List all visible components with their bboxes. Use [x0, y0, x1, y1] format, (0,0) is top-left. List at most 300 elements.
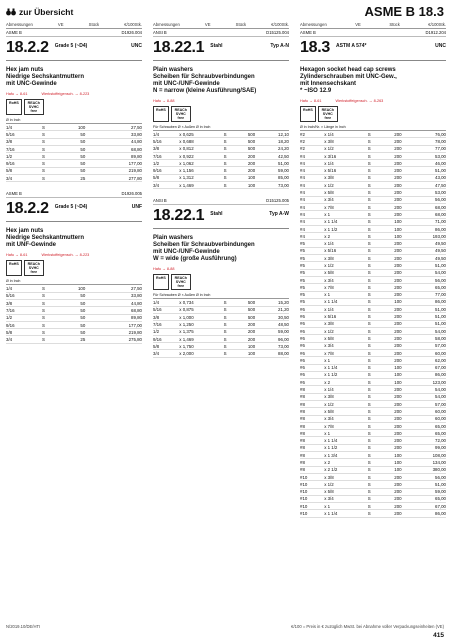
- table-cell: 500: [233, 131, 256, 138]
- table-cell: S: [224, 321, 233, 328]
- table-row[interactable]: [300, 320, 446, 327]
- thread-type: UNC: [131, 43, 142, 49]
- table-cell: 3/4: [153, 350, 179, 357]
- table-cell: S: [368, 145, 378, 152]
- article-code: D1926.005: [121, 191, 142, 197]
- table-row[interactable]: [153, 145, 289, 152]
- norm-prefix: ASME B: [300, 30, 316, 35]
- table-cell: 59,00: [255, 328, 289, 335]
- table-cell: S: [368, 393, 378, 400]
- table-row[interactable]: [6, 285, 142, 292]
- table-row[interactable]: [6, 314, 142, 321]
- table-row[interactable]: [153, 182, 289, 189]
- table-cell: 500: [233, 138, 256, 145]
- table-cell: x 2: [324, 233, 368, 240]
- table-row[interactable]: [300, 284, 446, 291]
- reference-link[interactable]: Hafu → 8-88: [153, 99, 175, 103]
- table-row[interactable]: [153, 299, 289, 306]
- table-cell: 86,00: [402, 510, 446, 517]
- table-row[interactable]: [300, 276, 446, 283]
- table-cell: 77,00: [402, 291, 446, 298]
- table-row[interactable]: [300, 437, 446, 444]
- table-cell: S: [368, 437, 378, 444]
- table-row[interactable]: [6, 175, 142, 182]
- table-row[interactable]: [300, 510, 446, 517]
- rohs-badge: RoHS: [300, 106, 316, 122]
- table-cell: 219,80: [85, 329, 142, 336]
- table-row[interactable]: [300, 328, 446, 335]
- table-row[interactable]: [6, 145, 142, 152]
- table-cell: 15,20: [255, 299, 289, 306]
- table-row[interactable]: [6, 336, 142, 343]
- table-cell: #8: [300, 466, 324, 473]
- table-cell: 3/4: [6, 175, 42, 182]
- table-cell: x 0,875: [179, 306, 223, 313]
- table-cell: #5: [300, 284, 324, 291]
- material-grade: Stahl: [210, 43, 223, 49]
- table-cell: S: [42, 153, 54, 160]
- table-row[interactable]: [300, 342, 446, 349]
- price-table: [153, 299, 289, 357]
- table-cell: #8: [300, 452, 324, 459]
- table-row[interactable]: [300, 481, 446, 488]
- norm-header: [6, 39, 142, 59]
- table-cell: x 3/8: [324, 393, 368, 400]
- table-cell: 177,00: [85, 160, 142, 167]
- reach-badge: REACh SVHC free: [171, 106, 191, 122]
- table-cell: 85,00: [255, 174, 289, 181]
- table-cell: S: [368, 255, 378, 262]
- table-cell: #5: [300, 262, 324, 269]
- table-row[interactable]: [300, 298, 446, 305]
- table-cell: 123,00: [402, 379, 446, 386]
- norm-header: [153, 207, 289, 227]
- table-cell: #8: [300, 430, 324, 437]
- table-row[interactable]: [300, 145, 446, 152]
- table-row[interactable]: [300, 225, 446, 232]
- reference-link[interactable]: Werkstoffeigensch. → 8-223: [41, 92, 90, 96]
- table-cell: 200: [377, 437, 401, 444]
- reach-badge: REACh SVHC free: [24, 99, 44, 115]
- table-cell: 99,00: [402, 444, 446, 451]
- table-row[interactable]: [300, 262, 446, 269]
- table-row[interactable]: [300, 291, 446, 298]
- table-row[interactable]: [6, 138, 142, 145]
- illustration-area: [153, 228, 289, 235]
- table-cell: x 1/2: [324, 400, 368, 407]
- table-row[interactable]: [300, 452, 446, 459]
- table-cell: 200: [377, 196, 401, 203]
- table-cell: S: [368, 269, 378, 276]
- table-cell: x 0,734: [179, 299, 223, 306]
- table-cell: #8: [300, 437, 324, 444]
- table-cell: 200: [377, 182, 401, 189]
- table-cell: 200: [377, 160, 401, 167]
- table-cell: 86,00: [402, 371, 446, 378]
- rohs-badge: RoHS: [6, 99, 22, 115]
- table-row[interactable]: [153, 335, 289, 342]
- table-row[interactable]: [153, 328, 289, 335]
- table-row[interactable]: [300, 357, 446, 364]
- table-cell: 200: [233, 321, 256, 328]
- table-row[interactable]: [153, 160, 289, 167]
- table-cell: 68,00: [402, 203, 446, 210]
- table-cell: 62,00: [402, 357, 446, 364]
- table-row[interactable]: [6, 153, 142, 160]
- table-cell: S: [368, 415, 378, 422]
- table-cell: S: [368, 328, 378, 335]
- table-row[interactable]: [153, 306, 289, 313]
- table-cell: x 5/8: [324, 269, 368, 276]
- table-cell: #2: [300, 145, 324, 152]
- table-cell: 78,00: [402, 138, 446, 145]
- reference-link[interactable]: Hafu → 8-61: [6, 253, 28, 258]
- article-code: D1912.204: [425, 30, 446, 35]
- material-grade: ASTM A 574*: [335, 43, 367, 49]
- table-cell: 50: [54, 160, 85, 167]
- table-row[interactable]: [153, 138, 289, 145]
- reach-badge: REACh SVHC free: [171, 274, 191, 290]
- table-cell: S: [368, 233, 378, 240]
- table-cell: 200: [377, 481, 401, 488]
- back-to-overview-link[interactable]: [6, 7, 73, 17]
- table-cell: 200: [377, 211, 401, 218]
- table-cell: S: [368, 225, 378, 232]
- table-cell: #4: [300, 160, 324, 167]
- table-cell: S: [368, 167, 378, 174]
- table-row[interactable]: [300, 379, 446, 386]
- reference-link[interactable]: Hafu → 8-61: [6, 92, 28, 96]
- table-cell: 68,80: [85, 307, 142, 314]
- table-cell: S: [368, 298, 378, 305]
- table-cell: #6: [300, 379, 324, 386]
- thread-type: Typ A-N: [270, 43, 289, 49]
- table-row[interactable]: [6, 299, 142, 306]
- table-cell: 1/2: [6, 153, 42, 160]
- table-cell: #4: [300, 189, 324, 196]
- table-cell: 7/16: [6, 307, 42, 314]
- table-cell: 200: [377, 422, 401, 429]
- table-row[interactable]: [6, 307, 142, 314]
- dimension-note: Ø in Inch: [6, 118, 142, 124]
- table-cell: x 5/8: [324, 408, 368, 415]
- table-row[interactable]: [300, 466, 446, 473]
- table-row[interactable]: [300, 488, 446, 495]
- reference-links: [300, 99, 446, 103]
- table-cell: x 1: [324, 357, 368, 364]
- reference-link[interactable]: Hafu → 8-88: [153, 267, 175, 272]
- table-cell: #8: [300, 386, 324, 393]
- table-row[interactable]: [153, 343, 289, 350]
- table-cell: S: [368, 342, 378, 349]
- column-label: Stück: [235, 22, 247, 27]
- table-cell: #10: [300, 495, 324, 502]
- table-row[interactable]: [153, 350, 289, 357]
- table-cell: S: [42, 314, 54, 321]
- table-cell: 59,00: [255, 167, 289, 174]
- table-row[interactable]: [300, 473, 446, 480]
- table-cell: 18,20: [255, 138, 289, 145]
- illustration-area: [153, 60, 289, 67]
- table-row[interactable]: [300, 393, 446, 400]
- table-row[interactable]: [300, 364, 446, 371]
- table-cell: x 1,312: [179, 174, 223, 181]
- table-cell: S: [224, 328, 233, 335]
- table-cell: 24,20: [255, 145, 289, 152]
- table-cell: S: [224, 160, 233, 167]
- table-row[interactable]: [300, 240, 446, 247]
- table-row[interactable]: [153, 313, 289, 320]
- table-row[interactable]: [300, 152, 446, 159]
- table-cell: 12,10: [255, 131, 289, 138]
- table-cell: S: [224, 335, 233, 342]
- reference-link[interactable]: Hafu → 8-61: [300, 99, 322, 103]
- table-row[interactable]: [300, 131, 446, 138]
- table-cell: 51,00: [255, 160, 289, 167]
- table-row[interactable]: [300, 247, 446, 254]
- table-cell: S: [368, 203, 378, 210]
- table-cell: 100: [377, 371, 401, 378]
- compliance-badges: [6, 260, 142, 276]
- table-row[interactable]: [300, 306, 446, 313]
- table-cell: x 1,750: [179, 343, 223, 350]
- table-cell: S: [368, 291, 378, 298]
- table-row[interactable]: [300, 160, 446, 167]
- table-cell: 3/8: [6, 138, 42, 145]
- illustration-area: [6, 60, 142, 67]
- table-cell: S: [368, 466, 378, 473]
- table-cell: 200: [377, 342, 401, 349]
- table-cell: 1/4: [153, 131, 179, 138]
- table-cell: 56,00: [402, 276, 446, 283]
- table-cell: 50: [54, 145, 85, 152]
- table-cell: S: [42, 160, 54, 167]
- norm-number: 18.22.1: [153, 207, 205, 225]
- table-cell: S: [224, 350, 233, 357]
- table-cell: 50: [54, 329, 85, 336]
- table-cell: 86,00: [402, 225, 446, 232]
- table-cell: S: [224, 313, 233, 320]
- table-cell: 200: [377, 408, 401, 415]
- table-cell: 65,00: [402, 430, 446, 437]
- table-cell: 57,00: [402, 342, 446, 349]
- thread-type: Typ A-W: [269, 211, 289, 218]
- table-cell: 5/16: [6, 131, 42, 138]
- table-row[interactable]: [300, 269, 446, 276]
- table-cell: x 3/4: [324, 276, 368, 283]
- table-cell: 65,00: [402, 284, 446, 291]
- table-row[interactable]: [300, 415, 446, 422]
- table-cell: 200: [377, 393, 401, 400]
- binoculars-icon: [6, 8, 16, 16]
- table-cell: 7/16: [153, 152, 179, 159]
- product-section: [6, 190, 142, 343]
- table-cell: #5: [300, 276, 324, 283]
- table-row[interactable]: [300, 313, 446, 320]
- table-cell: S: [224, 138, 233, 145]
- table-cell: 200: [377, 335, 401, 342]
- table-cell: S: [368, 495, 378, 502]
- norm-header: [6, 200, 142, 220]
- table-cell: 50: [54, 167, 85, 174]
- table-row[interactable]: [300, 255, 446, 262]
- table-cell: x 1 1/4: [324, 218, 368, 225]
- table-row[interactable]: [300, 218, 446, 225]
- table-cell: S: [42, 138, 54, 145]
- table-cell: x 2: [324, 379, 368, 386]
- table-row[interactable]: [300, 182, 446, 189]
- table-cell: 50: [54, 321, 85, 328]
- table-cell: 51,00: [402, 320, 446, 327]
- table-row[interactable]: [6, 321, 142, 328]
- table-row[interactable]: [6, 292, 142, 299]
- table-row[interactable]: [300, 444, 446, 451]
- table-cell: x 1 1/4: [324, 510, 368, 517]
- table-row[interactable]: [300, 196, 446, 203]
- table-cell: S: [42, 175, 54, 182]
- table-row[interactable]: [300, 430, 446, 437]
- product-section: [300, 22, 446, 518]
- table-row[interactable]: [300, 167, 446, 174]
- table-cell: x 0,625: [179, 131, 223, 138]
- table-row[interactable]: [300, 211, 446, 218]
- article-row: [153, 197, 289, 205]
- table-cell: 200: [377, 174, 401, 181]
- table-cell: #6: [300, 313, 324, 320]
- table-cell: 3/4: [153, 182, 179, 189]
- reference-link[interactable]: Werkstoffeigensch. → 8-223: [41, 253, 90, 258]
- table-cell: 5/8: [6, 329, 42, 336]
- table-cell: 5/16: [6, 292, 42, 299]
- table-cell: S: [368, 320, 378, 327]
- table-cell: S: [368, 218, 378, 225]
- table-cell: S: [42, 145, 54, 152]
- table-row[interactable]: [300, 349, 446, 356]
- table-row[interactable]: [153, 321, 289, 328]
- table-row[interactable]: [300, 174, 446, 181]
- table-row[interactable]: [300, 400, 446, 407]
- table-cell: S: [42, 285, 54, 292]
- table-cell: 50: [54, 307, 85, 314]
- table-row[interactable]: [300, 203, 446, 210]
- table-cell: 200: [377, 189, 401, 196]
- table-cell: #8: [300, 408, 324, 415]
- table-cell: x 1 1/2: [324, 371, 368, 378]
- table-cell: x 1 1/2: [324, 225, 368, 232]
- rohs-badge: RoHS: [153, 106, 169, 122]
- norm-prefix: ASME B: [6, 191, 22, 197]
- table-cell: #6: [300, 320, 324, 327]
- table-cell: 96,00: [255, 335, 289, 342]
- reach-badge: REACh SVHC free: [24, 260, 44, 276]
- table-row[interactable]: [300, 495, 446, 502]
- table-cell: S: [368, 240, 378, 247]
- illustration-area: [300, 60, 446, 67]
- table-cell: 33,80: [85, 131, 142, 138]
- table-cell: x 7/8: [324, 284, 368, 291]
- table-cell: 100: [233, 182, 256, 189]
- table-cell: 59,00: [402, 488, 446, 495]
- table-cell: x 5/8: [324, 488, 368, 495]
- table-row[interactable]: [300, 335, 446, 342]
- table-row[interactable]: [153, 131, 289, 138]
- table-row[interactable]: [300, 459, 446, 466]
- table-cell: S: [42, 131, 54, 138]
- table-cell: #10: [300, 481, 324, 488]
- table-cell: 108,00: [402, 452, 446, 459]
- table-cell: 5/8: [153, 174, 179, 181]
- table-cell: S: [42, 329, 54, 336]
- table-cell: x 1/2: [324, 328, 368, 335]
- compliance-badges: [6, 99, 142, 115]
- table-cell: 71,00: [402, 218, 446, 225]
- table-cell: 100: [377, 298, 401, 305]
- table-cell: x 5/16: [324, 167, 368, 174]
- column-label: Stück: [389, 22, 400, 27]
- table-row[interactable]: [300, 138, 446, 145]
- table-cell: 60,00: [402, 349, 446, 356]
- table-cell: 200: [377, 167, 401, 174]
- table-cell: S: [368, 422, 378, 429]
- table-row[interactable]: [300, 422, 446, 429]
- table-row[interactable]: [6, 124, 142, 131]
- table-row[interactable]: [6, 131, 142, 138]
- table-cell: x 3/8: [324, 138, 368, 145]
- table-cell: S: [368, 313, 378, 320]
- table-row[interactable]: [153, 174, 289, 181]
- price-table: [153, 131, 289, 189]
- table-cell: x 0,688: [179, 138, 223, 145]
- table-cell: 200: [377, 203, 401, 210]
- table-row[interactable]: [6, 160, 142, 167]
- table-cell: 50: [54, 299, 85, 306]
- table-cell: #6: [300, 342, 324, 349]
- reference-link[interactable]: Werkstoffeigensch. → 8-263: [335, 99, 384, 103]
- table-cell: 100: [377, 233, 401, 240]
- table-row[interactable]: [300, 503, 446, 510]
- table-cell: 200: [377, 349, 401, 356]
- table-row[interactable]: [300, 233, 446, 240]
- table-row[interactable]: [6, 329, 142, 336]
- table-row[interactable]: [6, 167, 142, 174]
- table-cell: x 3/16: [324, 152, 368, 159]
- table-row[interactable]: [153, 167, 289, 174]
- table-cell: 200: [377, 430, 401, 437]
- table-row[interactable]: [300, 189, 446, 196]
- table-cell: #6: [300, 371, 324, 378]
- table-cell: x 1/2: [324, 182, 368, 189]
- table-cell: S: [368, 400, 378, 407]
- table-row[interactable]: [300, 386, 446, 393]
- table-row[interactable]: [300, 371, 446, 378]
- table-cell: 58,00: [402, 335, 446, 342]
- article-row: [6, 190, 142, 198]
- product-title-line: Plain washers: [153, 235, 194, 242]
- table-cell: 77,00: [402, 145, 446, 152]
- table-cell: 200: [377, 269, 401, 276]
- reach-badge: REACh SVHC free: [318, 106, 338, 122]
- table-cell: 46,00: [402, 160, 446, 167]
- product-section: [6, 22, 142, 182]
- product-title-line: mit UNC-Gewinde: [6, 81, 57, 87]
- table-row[interactable]: [300, 408, 446, 415]
- table-cell: #6: [300, 357, 324, 364]
- table-cell: 100: [377, 225, 401, 232]
- table-cell: S: [368, 211, 378, 218]
- table-cell: 500: [233, 313, 256, 320]
- table-cell: 200: [377, 357, 401, 364]
- table-row[interactable]: [153, 152, 289, 159]
